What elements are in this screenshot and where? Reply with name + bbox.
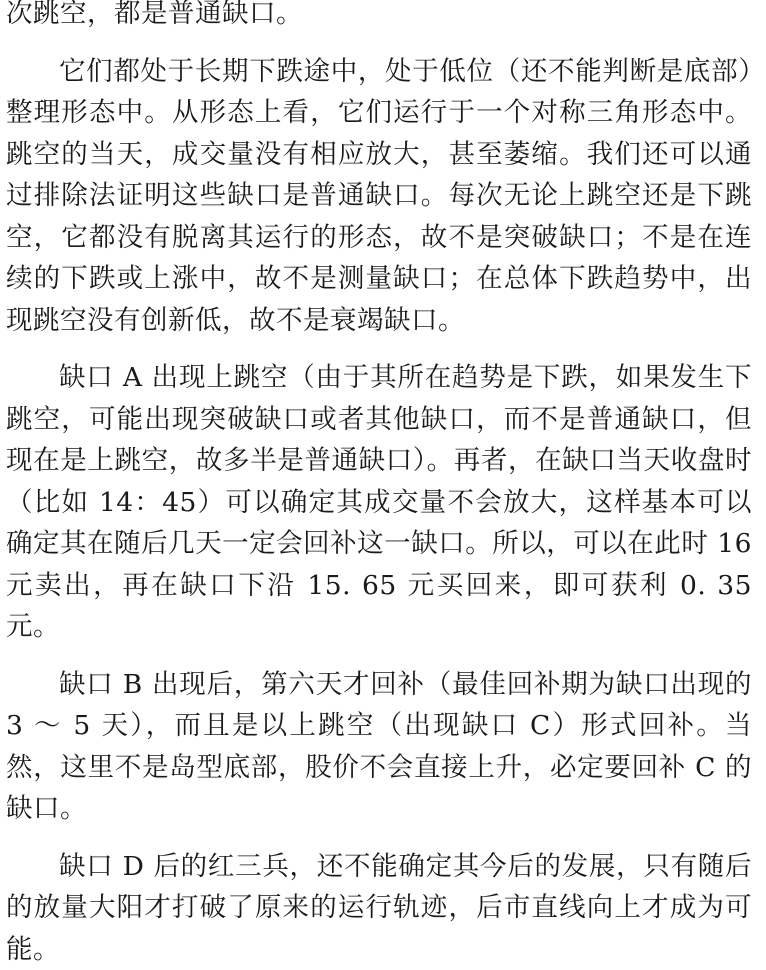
- paragraph-continuation: 次跳空，都是普通缺口。: [6, 0, 752, 35]
- paragraph-gap-b: 缺口 B 出现后，第六天才回补（最佳回补期为缺口出现的 3 ～ 5 天），而且是以上跳空（出现缺口 C）形式回补。当然，这里不是岛型底部，股价不会直接上升，必定要回补 C 的缺口。: [6, 664, 752, 830]
- paragraph-gap-d: 缺口 D 后的红三兵，还不能确定其今后的发展，只有随后的放量大阳才打破了原来的运行轨迹，后市直线向上才成为可能。: [6, 846, 752, 970]
- paragraph-gap-a: 缺口 A 出现上跳空（由于其所在趋势是下跌，如果发生下跳空，可能出现突破缺口或者其他缺口，而不是普通缺口，但现在是上跳空，故多半是普通缺口）。再者，在缺口当天收盘时（比如 14：45）可以确定其成交量不会放大，这样基本可以确定其在随后几天一定会回补这一缺口。所以，可以在此时 16 元卖出，再在缺口下沿 15. 65 元买回来，即可获利 0. 35 元。: [6, 357, 752, 648]
- paragraph-gap-analysis: 它们都处于长期下跌途中，处于低位（还不能判断是底部）整理形态中。从形态上看，它们运行于一个对称三角形态中。跳空的当天，成交量没有相应放大，甚至萎缩。我们还可以通过排除法证明这些缺口是普通缺口。每次无论上跳空还是下跳空，它都没有脱离其运行的形态，故不是突破缺口；不是在连续的下跌或上涨中，故不是测量缺口；在总体下跌趋势中，出现跳空没有创新低，故不是衰竭缺口。: [6, 51, 752, 342]
